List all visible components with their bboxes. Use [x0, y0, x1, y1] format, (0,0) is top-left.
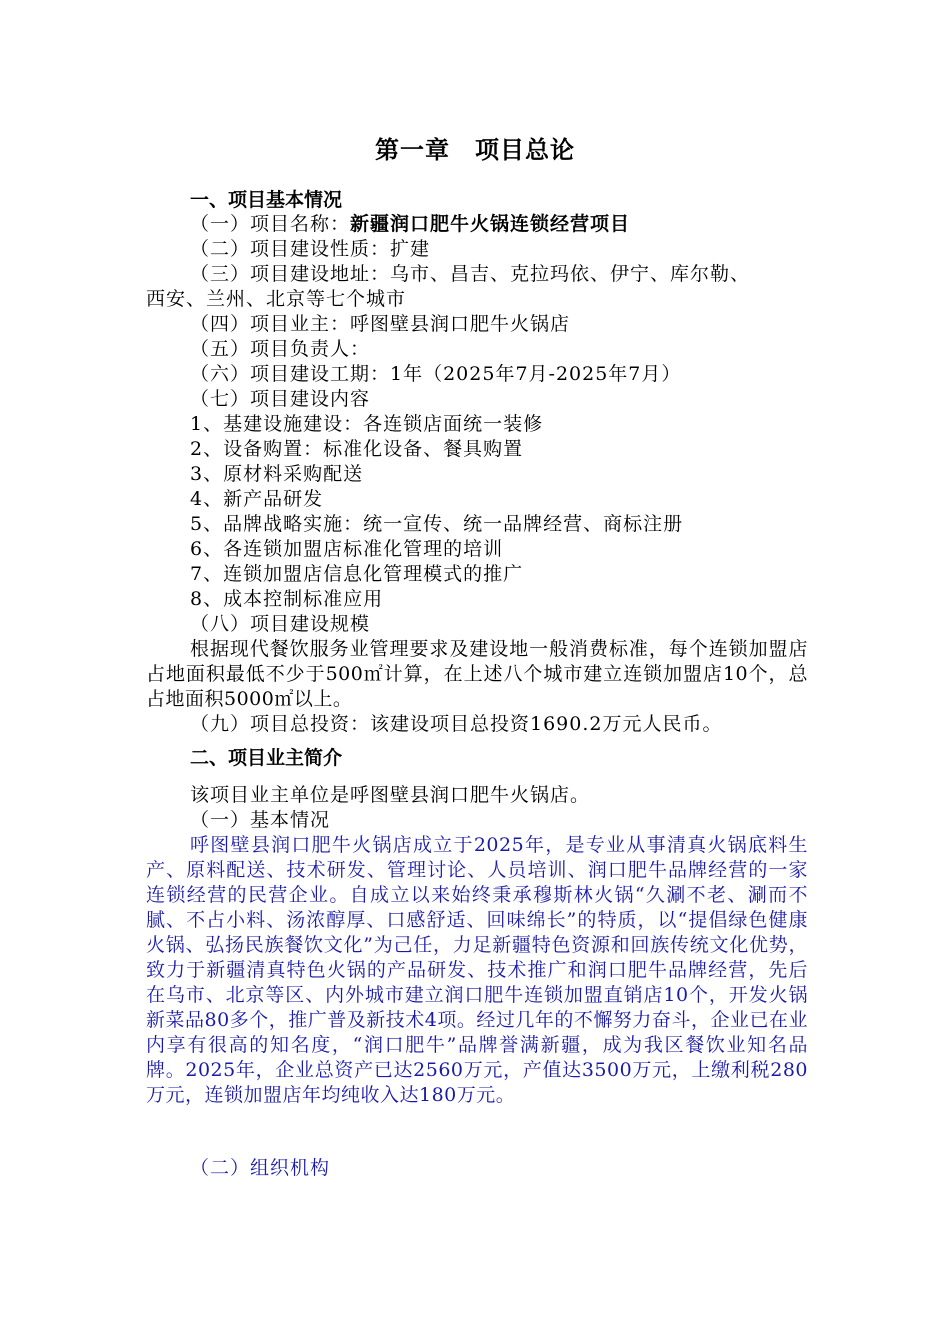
project-owner: （四）项目业主：呼图壁县润口肥牛火锅店	[190, 313, 571, 335]
content-item: 7、连锁加盟店信息化管理模式的推广	[190, 563, 524, 585]
project-period: （六）项目建设工期：1年（2025年7月-2025年7月）	[190, 363, 682, 385]
content-item: 5、品牌战略实施：统一宣传、统一品牌经营、商标注册	[190, 513, 684, 535]
project-leader: （五）项目负责人：	[190, 338, 371, 360]
org-heading: （二）组织机构	[190, 1157, 331, 1179]
content-heading: （七）项目建设内容	[190, 388, 371, 410]
owner-intro: 该项目业主单位是呼图壁县润口肥牛火锅店。	[190, 784, 591, 806]
content-item: 1、基建设施建设：各连锁店面统一装修	[190, 413, 544, 435]
scale-heading: （八）项目建设规模	[190, 613, 371, 635]
content-item: 8、成本控制标准应用	[190, 588, 384, 610]
investment-line: （九）项目总投资：该建设项目总投资1690.2万元人民币。	[190, 713, 723, 735]
project-name-line	[190, 212, 630, 236]
section2-heading: 二、项目业主简介	[190, 747, 343, 769]
section1-heading: 一、项目基本情况	[190, 189, 343, 211]
project-address-line1: （三）项目建设地址：乌市、昌吉、克拉玛依、伊宁、库尔勒、	[190, 263, 751, 285]
content-item: 3、原材料采购配送	[190, 463, 364, 485]
content-item: 4、新产品研发	[190, 488, 324, 510]
project-name-value: 新疆润口肥牛火锅连锁经营项目	[350, 213, 631, 235]
basic-info-paragraph: 呼图壁县润口肥牛火锅店成立于2025年，是专业从事清真火锅底料生产、原料配送、技术研发、管理讨论、人员培训、润口肥牛品牌经营的一家连锁经营的民营企业。自成立以来始终秉承穆斯林火锅“久涮不老、涮而不腻、不占小料、汤浓醇厚、口感舒适、回味绵长”的特质，以“提倡绿色健康火锅、弘扬民族餐饮文化”为己任，力足新疆特色资源和回族传统文化优势，致力于新疆清真特色火锅的产品研发、技术推广和润口肥牛品牌经营，先后在乌市、北京等区、内外城市建立润口肥牛连锁加盟直销店10个，开发火锅新菜品80多个，推广普及新技术4项。经过几年的不懈努力奋斗，企业已在业内享有很高的知名度，“润口肥牛”品牌誉满新疆，成为我区餐饮业知名品牌。2025年，企业总资产已达2560万元，产值达3500万元，上缴利税280万元，连锁加盟店年均纯收入达180万元。	[146, 834, 808, 1106]
project-address-line2: 西安、兰州、北京等七个城市	[146, 288, 407, 310]
project-name-label: （一）项目名称：	[190, 213, 351, 235]
scale-paragraph: 根据现代餐饮服务业管理要求及建设地一般消费标准，每个连锁加盟店占地面积最低不少于500㎡计算，在上述八个城市建立连锁加盟店10个，总占地面积5000㎡以上。	[146, 638, 808, 710]
project-nature: （二）项目建设性质：扩建	[190, 238, 431, 260]
content-item: 6、各连锁加盟店标准化管理的培训	[190, 538, 504, 560]
content-item: 2、设备购置：标准化设备、餐具购置	[190, 438, 524, 460]
basic-info-heading: （一）基本情况	[190, 809, 331, 831]
chapter-title: 第一章 项目总论	[375, 136, 575, 164]
